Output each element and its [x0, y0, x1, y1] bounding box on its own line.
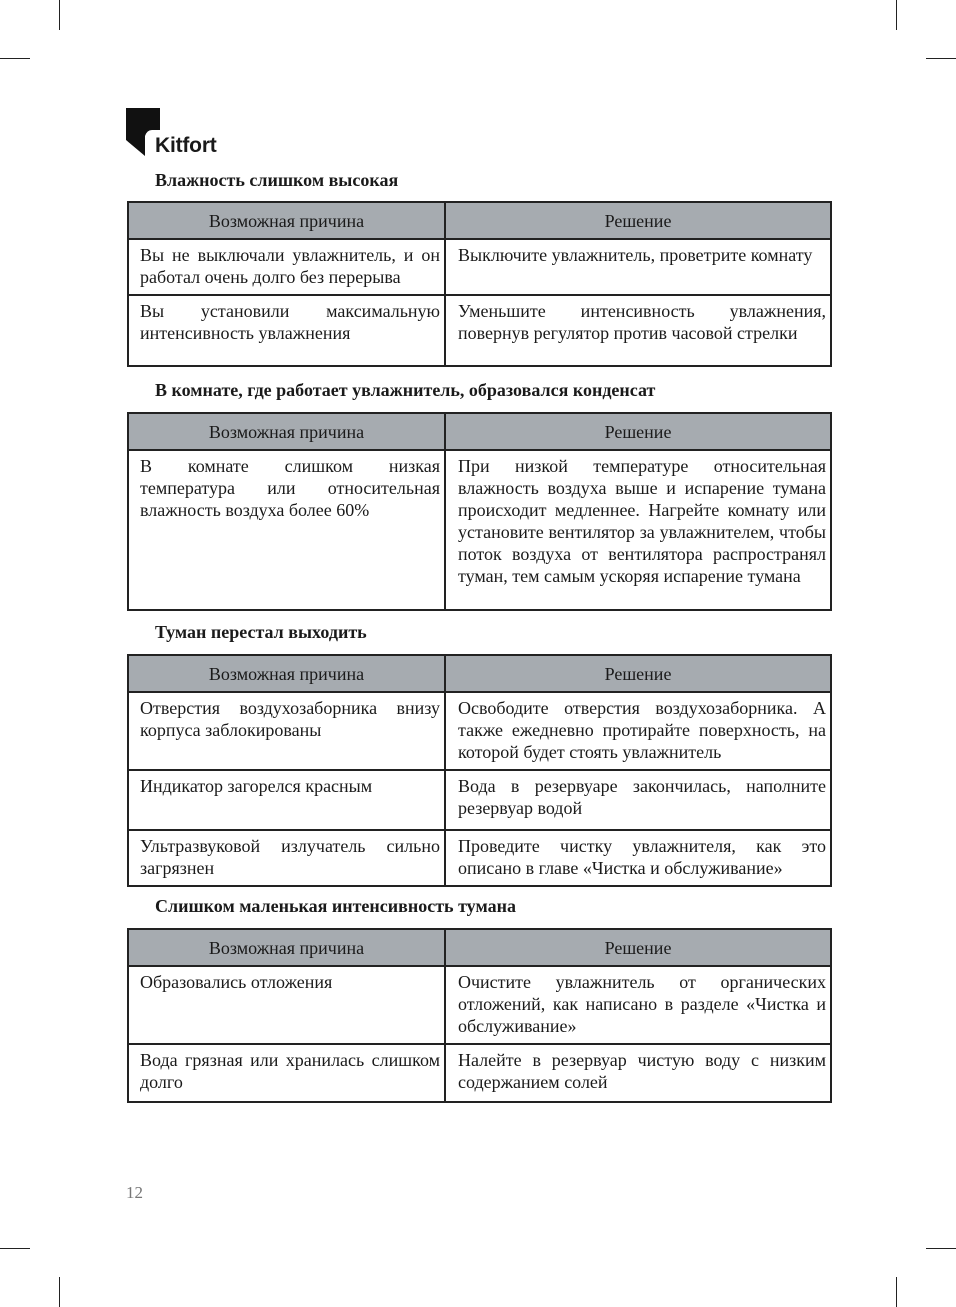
- solution-cell: Уменьшите интенсивность увлажнения, повернув регулятор против часовой стрелки: [445, 295, 831, 366]
- solution-cell: Проведите чистку увлажнителя, как это описано в главе «Чистка и обслуживание»: [445, 830, 831, 886]
- column-header-cause: Возможная причина: [128, 202, 445, 239]
- table-row: [128, 770, 831, 830]
- column-header-cause: Возможная причина: [128, 413, 445, 450]
- column-header-solution: Решение: [445, 655, 831, 692]
- cause-cell: Образовались отложения: [128, 966, 445, 1044]
- crop-mark: [896, 1277, 897, 1307]
- section-title-low-intensity: Слишком маленькая интенсивность тумана: [155, 896, 516, 916]
- section-title-condensation: В комнате, где работает увлажнитель, образовался конденсат: [155, 380, 656, 400]
- cause-cell: Отверстия воздухозаборника внизу корпуса заблокированы: [128, 692, 445, 770]
- solution-cell: Вода в резервуаре закончилась, наполните резервуар водой: [445, 770, 831, 830]
- cause-cell: Вы не выключали увлажнитель, и он работал очень долго без перерыва: [128, 239, 445, 295]
- crop-mark: [896, 0, 897, 30]
- cause-cell: Вода грязная или хранилась слишком долго: [128, 1044, 445, 1102]
- column-header-cause: Возможная причина: [128, 929, 445, 966]
- solution-cell: Очистите увлажнитель от органических отложений, как написано в разделе «Чистка и обслуживание»: [445, 966, 831, 1044]
- table-row: [128, 966, 831, 1044]
- column-header-solution: Решение: [445, 413, 831, 450]
- table-row: [128, 1044, 831, 1102]
- table-row: [128, 239, 831, 295]
- crop-mark: [926, 1248, 956, 1249]
- table-row: [128, 830, 831, 886]
- solution-cell: Налейте в резервуар чистую воду с низким содержанием солей: [445, 1044, 831, 1102]
- page-number: 12: [126, 1183, 143, 1202]
- troubleshooting-table: [127, 412, 832, 611]
- section-title-no-mist: Туман перестал выходить: [155, 622, 367, 642]
- column-header-cause: Возможная причина: [128, 655, 445, 692]
- column-header-solution: Решение: [445, 202, 831, 239]
- crop-mark: [926, 58, 956, 59]
- troubleshooting-table: [127, 654, 832, 887]
- cause-cell: В комнате слишком низкая температура или относительная влажность воздуха более 60%: [128, 450, 445, 610]
- column-header-solution: Решение: [445, 929, 831, 966]
- brand-name: Kitfort: [155, 134, 217, 157]
- crop-mark: [0, 58, 30, 59]
- crop-mark: [59, 1277, 60, 1307]
- solution-cell: Выключите увлажнитель, проветрите комнату: [445, 239, 831, 295]
- table-row: [128, 450, 831, 610]
- cause-cell: Вы установили максимальную интенсивность увлажнения: [128, 295, 445, 366]
- troubleshooting-table: [127, 928, 832, 1103]
- solution-cell: Освободите отверстия воздухозаборника. А также ежедневно протирайте поверхность, на которой будет стоять увлажнитель: [445, 692, 831, 770]
- table-row: [128, 692, 831, 770]
- cause-cell: Ультразвуковой излучатель сильно загрязнен: [128, 830, 445, 886]
- section-title-humidity-high: Влажность слишком высокая: [155, 170, 399, 190]
- cause-cell: Индикатор загорелся красным: [128, 770, 445, 830]
- troubleshooting-table: [127, 201, 832, 367]
- solution-cell: При низкой температуре относительная влажность воздуха выше и испарение тумана происходит медленнее. Нагрейте комнату или установите вентилятор за увлажнителем, чтобы поток воздуха от вентилятора распространял туман, тем самым ускоряя испарение тумана: [445, 450, 831, 610]
- table-row: [128, 295, 831, 366]
- crop-mark: [0, 1248, 30, 1249]
- crop-mark: [59, 0, 60, 30]
